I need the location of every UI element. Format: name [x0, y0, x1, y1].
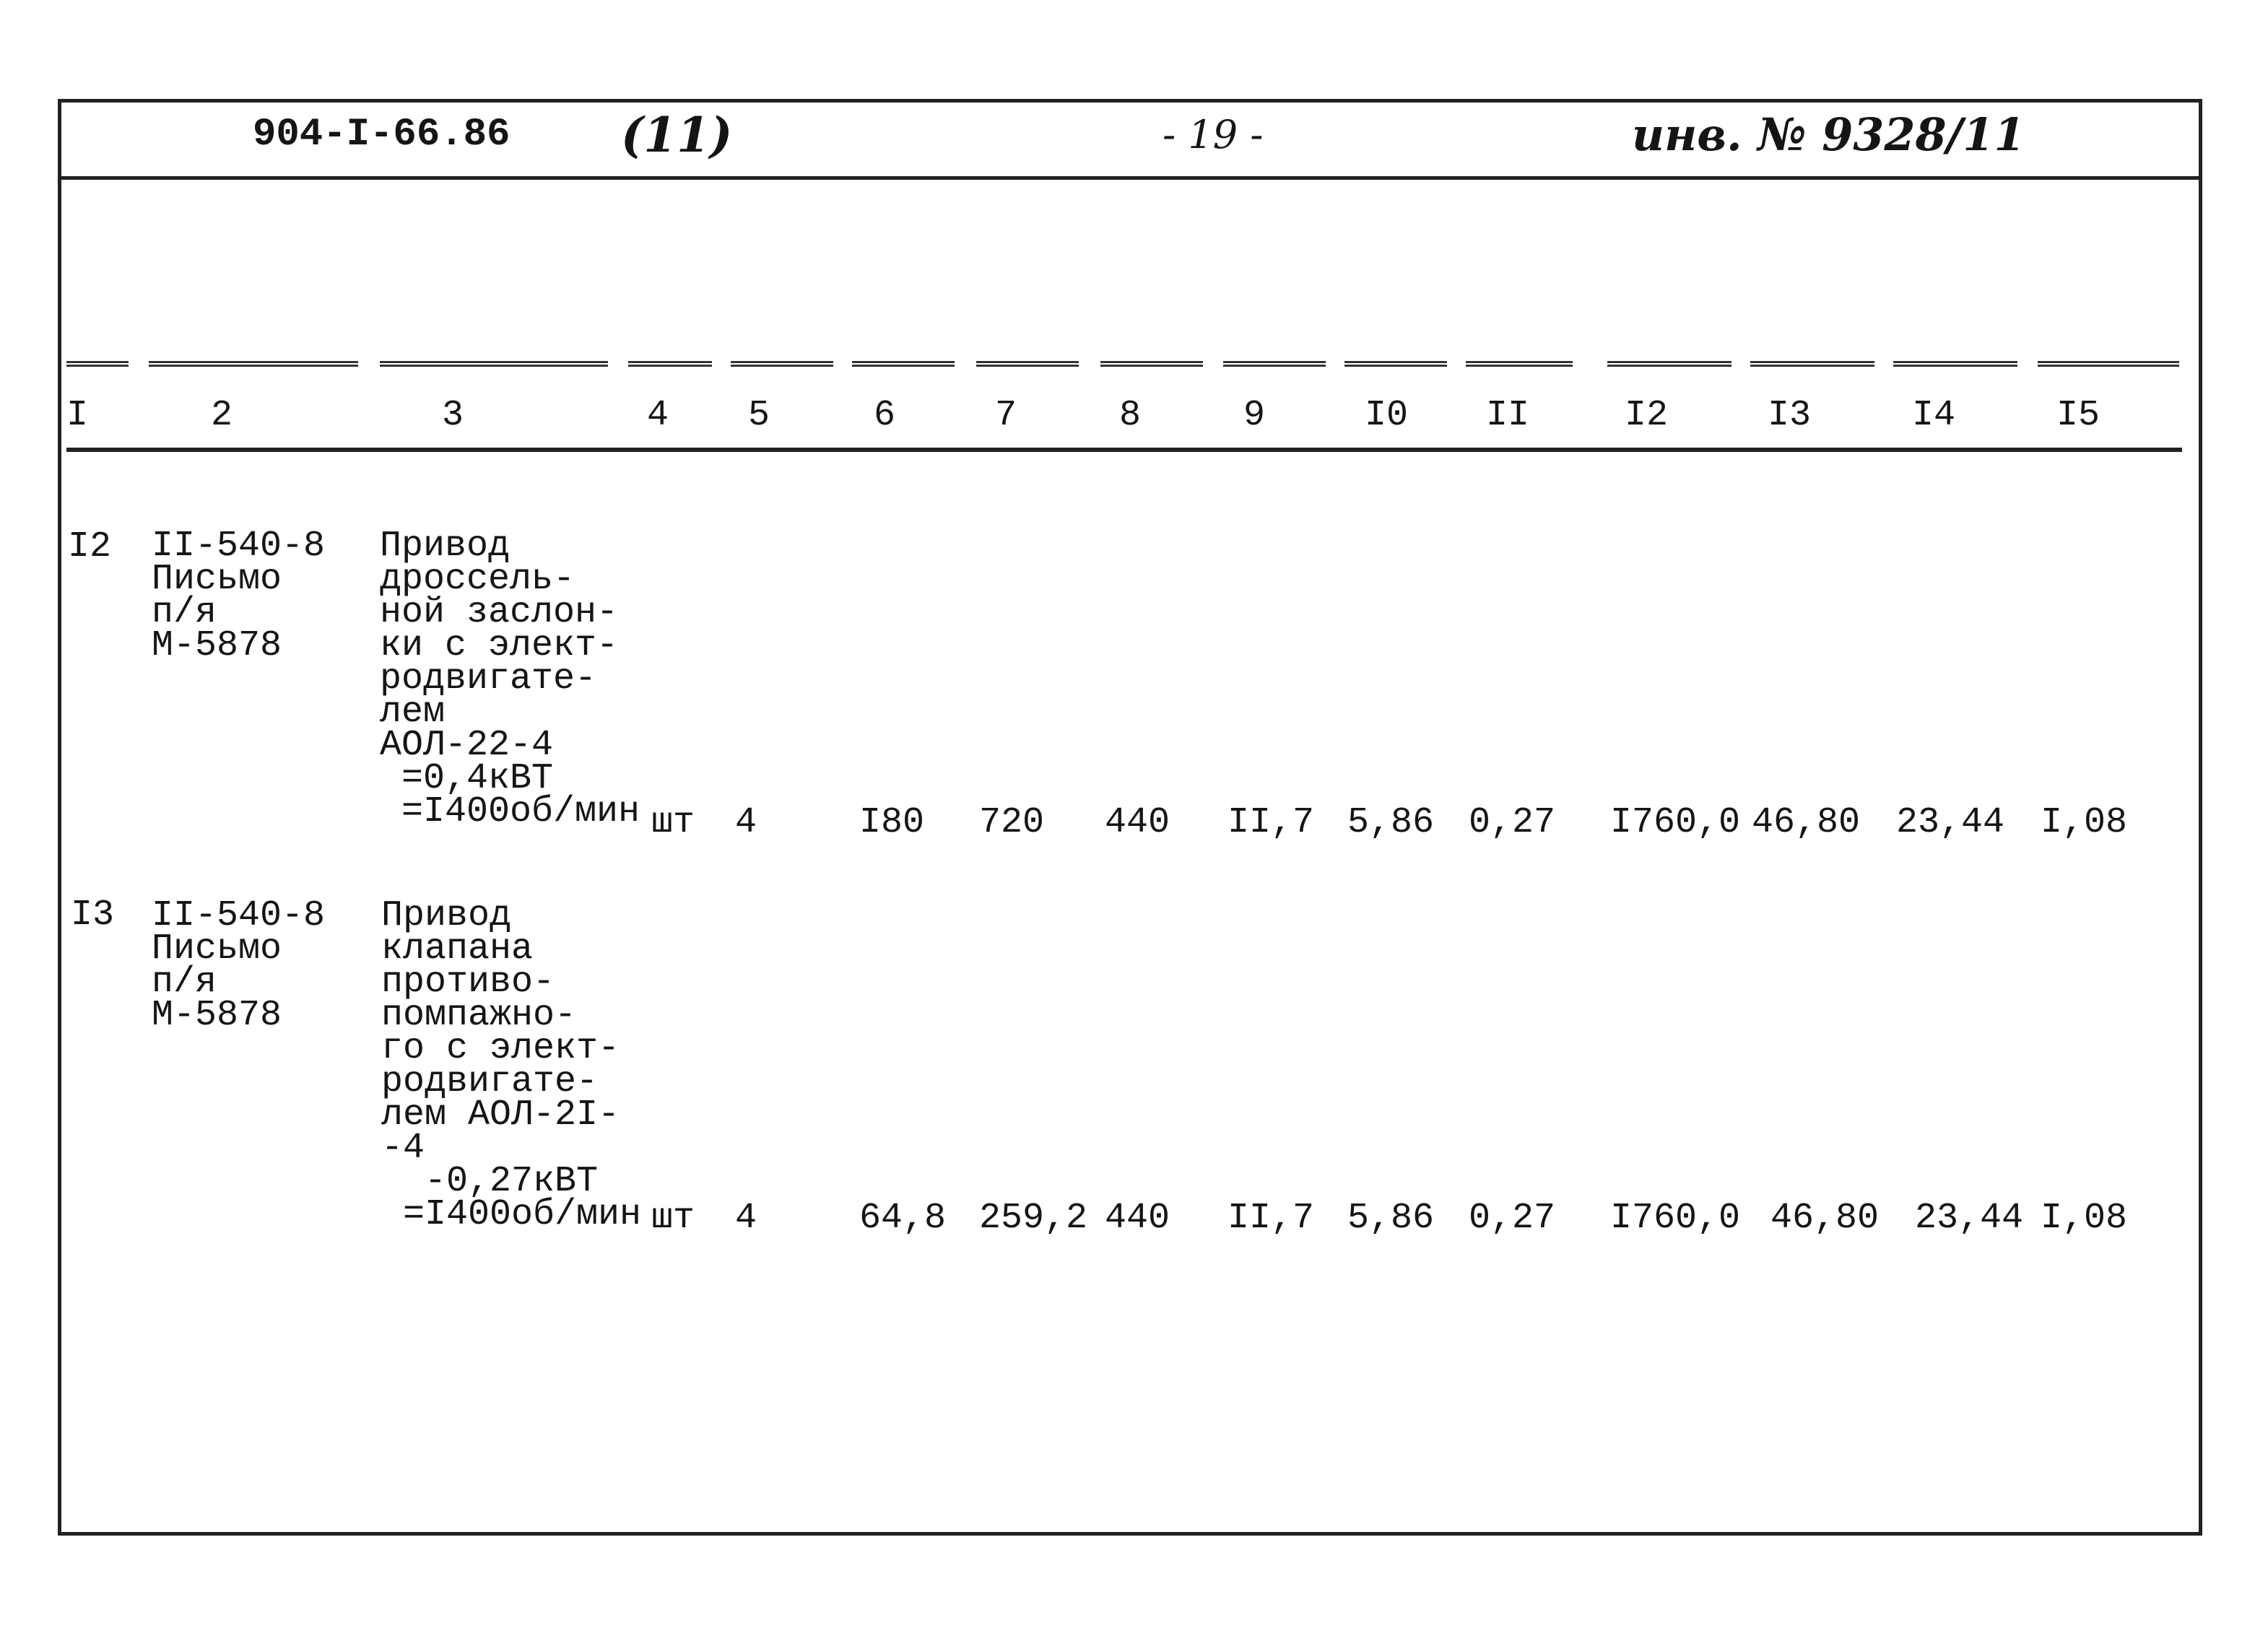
page-number: - 19 - — [1163, 112, 1264, 157]
row-code: II-540-8 Письмо п/я М-5878 — [152, 526, 326, 666]
row-col9: II,7 — [1228, 1198, 1315, 1239]
row-unit: шт — [651, 1198, 695, 1239]
row-col15: I,08 — [2041, 802, 2128, 843]
row-col14: 23,44 — [1896, 802, 2005, 843]
row-col11: 0,27 — [1469, 1198, 1556, 1239]
column-number: I — [66, 395, 89, 436]
row-col7: 720 — [979, 802, 1045, 843]
column-dash — [976, 361, 1079, 367]
column-number: I0 — [1365, 395, 1409, 436]
column-dash — [1100, 361, 1203, 367]
sheet-mark: (11) — [621, 107, 733, 163]
row-col9: II,7 — [1228, 802, 1315, 843]
doc-code: 904-I-66.86 — [253, 113, 510, 157]
column-dash — [1223, 361, 1326, 367]
row-position: I3 — [71, 894, 115, 936]
row-col6: I80 — [859, 802, 925, 843]
column-dash — [731, 361, 833, 367]
column-number: I4 — [1912, 395, 1956, 436]
column-number: I3 — [1768, 395, 1812, 436]
column-number: 8 — [1119, 395, 1142, 436]
column-header-rule — [66, 448, 2182, 452]
column-number: 4 — [647, 395, 669, 436]
row-col7: 259,2 — [979, 1198, 1088, 1239]
row-col10: 5,86 — [1347, 802, 1435, 843]
row-col12: I760,0 — [1610, 1198, 1741, 1239]
row-col13: 46,80 — [1770, 1198, 1880, 1239]
header-rule — [58, 176, 2202, 180]
column-dash — [380, 361, 608, 367]
column-dash — [149, 361, 358, 367]
row-qty: 4 — [735, 1198, 757, 1239]
row-col15: I,08 — [2041, 1198, 2128, 1239]
column-dash — [1466, 361, 1573, 367]
row-col13: 46,80 — [1752, 802, 1861, 843]
inventory-number: инв. № 9328/11 — [1632, 108, 2025, 161]
row-col6: 64,8 — [859, 1198, 947, 1239]
column-number: 2 — [211, 395, 233, 436]
column-number: 7 — [995, 395, 1017, 436]
column-number: I2 — [1625, 395, 1669, 436]
row-col10: 5,86 — [1347, 1198, 1435, 1239]
row-qty: 4 — [735, 802, 757, 843]
column-number: I5 — [2056, 395, 2100, 436]
row-unit: шт — [651, 802, 695, 843]
column-dash — [1607, 361, 1732, 367]
column-dash — [1750, 361, 1874, 367]
column-dash — [628, 361, 712, 367]
column-dash — [1344, 361, 1447, 367]
column-number: 6 — [874, 395, 896, 436]
row-col8: 440 — [1105, 802, 1170, 843]
column-number: 9 — [1243, 395, 1266, 436]
row-col12: I760,0 — [1610, 802, 1741, 843]
row-name: Привод дроссель- ной заслон- ки с элект- родвигате- лем АОЛ-22-4 =0,4кВТ =I400об/мин — [380, 526, 640, 832]
row-name: Привод клапана противо- помпажно- го с элект- родвигате- лем АОЛ-2I- -4 -0,27кВТ =I400об/мин — [381, 895, 642, 1235]
column-dash — [1893, 361, 2017, 367]
row-position: I2 — [68, 526, 112, 567]
row-col11: 0,27 — [1469, 802, 1556, 843]
column-dash — [66, 361, 129, 367]
column-dash — [852, 361, 955, 367]
column-dash — [2038, 361, 2179, 367]
row-col14: 23,44 — [1915, 1198, 2024, 1239]
column-number: 5 — [748, 395, 770, 436]
column-number: II — [1486, 395, 1530, 436]
column-number: 3 — [442, 395, 464, 436]
row-col8: 440 — [1105, 1198, 1170, 1239]
row-code: II-540-8 Письмо п/я М-5878 — [152, 895, 326, 1036]
